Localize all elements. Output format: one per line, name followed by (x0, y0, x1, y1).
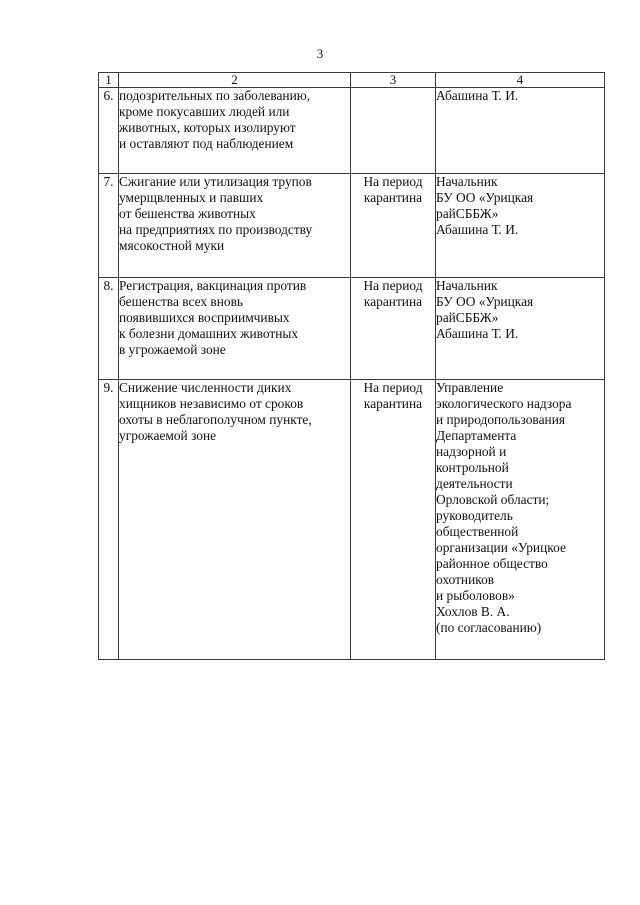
measures-table (98, 72, 605, 660)
measure-term: На период карантина (363, 278, 423, 309)
measure-description: Регистрация, вакцинация против бешенства всех вновь появившихся восприимчивых к болезни домашних животных в угрожаемой зоне (119, 278, 307, 357)
header-col-3: 3 (351, 73, 436, 88)
table-row (99, 380, 605, 660)
measure-description: Сжигание или утилизация трупов умерщвленных и павших от бешенства животных на предприятиях по производству мясокостной муки (119, 174, 313, 253)
table-row (99, 174, 605, 278)
measure-term: На период карантина (363, 174, 423, 205)
row-number: 7. (99, 174, 119, 278)
header-col-4: 4 (436, 73, 605, 88)
measure-responsible: Начальник БУ ОО «Урицкая райСББЖ» Абашина Т. И. (436, 174, 534, 237)
measure-description: Снижение численности диких хищников независимо от сроков охоты в неблагополучном пункте, угрожаемой зоне (119, 380, 312, 443)
measure-description: подозрительных по заболеванию, кроме покусавших людей или животных, которых изолируют и оставляют под наблюдением (119, 88, 311, 151)
header-col-2: 2 (119, 73, 351, 88)
row-number: 9. (99, 380, 119, 660)
measure-term: На период карантина (363, 380, 423, 411)
row-number: 8. (99, 278, 119, 380)
table-header-row (99, 73, 605, 88)
measure-responsible: Управление экологического надзора и природопользования Департамента надзорной и контрольной деятельности Орловской области; руководитель общественной организации «Урицкое районное общество охотников и рыболовов» Хохлов В. А. (по согласованию) (436, 380, 572, 635)
table-row (99, 278, 605, 380)
table-row (99, 88, 605, 174)
measure-responsible: Абашина Т. И. (436, 88, 519, 103)
page-number: 3 (316, 46, 324, 61)
measure-responsible: Начальник БУ ОО «Урицкая райСББЖ» Абашина Т. И. (436, 278, 534, 341)
row-number: 6. (99, 88, 119, 174)
header-col-1: 1 (99, 73, 119, 88)
